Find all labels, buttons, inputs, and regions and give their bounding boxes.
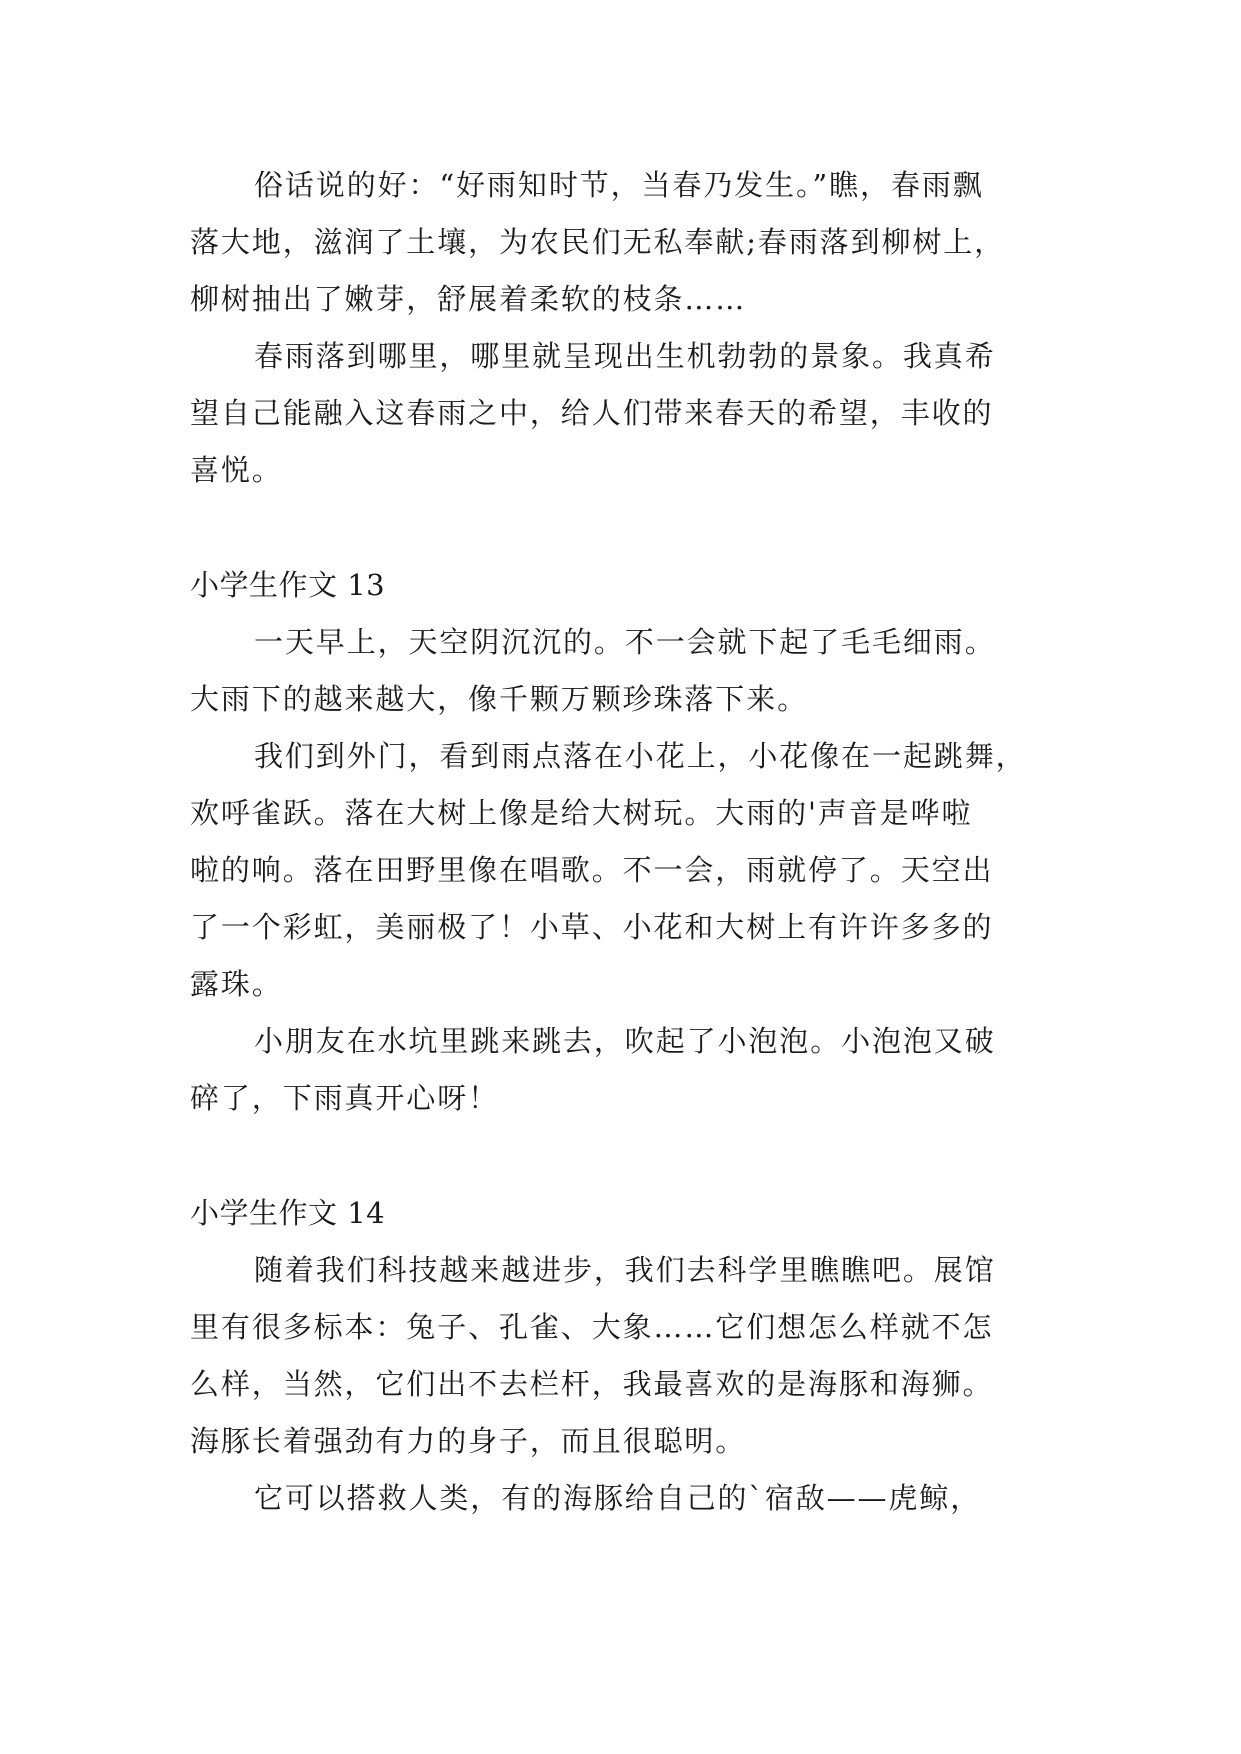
paragraph-line: 俗话说的好：“好雨知时节，当春乃发生。”瞧，春雨飘	[254, 168, 984, 202]
paragraph-line: 望自己能融入这春雨之中，给人们带来春天的希望，丰收的	[190, 396, 994, 430]
paragraph-line: 欢呼雀跃。落在大树上像是给大树玩。大雨的'声音是哗啦	[190, 796, 973, 830]
paragraph-line: 么样，当然，它们出不去栏杆，我最喜欢的是海豚和海狮。	[190, 1367, 994, 1401]
paragraph-line: 海豚长着强劲有力的身子，而且很聪明。	[190, 1424, 747, 1458]
paragraph-line: 春雨落到哪里，哪里就呈现出生机勃勃的景象。我真希	[254, 339, 996, 373]
paragraph-line: 落大地，滋润了土壤，为农民们无私奉献;春雨落到柳树上，	[190, 225, 1006, 259]
paragraph-line: 柳树抽出了嫩芽，舒展着柔软的枝条……	[190, 282, 747, 316]
paragraph-line: 一天早上，天空阴沉沉的。不一会就下起了毛毛细雨。	[254, 625, 996, 659]
paragraph-line: 大雨下的越来越大，像千颗万颗珍珠落下来。	[190, 682, 809, 716]
paragraph-line: 小朋友在水坑里跳来跳去，吹起了小泡泡。小泡泡又破	[254, 1024, 996, 1058]
paragraph-line: 啦的响。落在田野里像在唱歌。不一会，雨就停了。天空出	[190, 853, 994, 887]
section-heading: 小学生作文 14	[190, 1196, 386, 1230]
paragraph-line: 里有很多标本：兔子、孔雀、大象……它们想怎么样就不怎	[190, 1310, 994, 1344]
paragraph-line: 随着我们科技越来越进步，我们去科学里瞧瞧吧。展馆	[254, 1253, 996, 1287]
paragraph-line: 喜悦。	[190, 453, 283, 487]
paragraph-line: 它可以搭救人类，有的海豚给自己的`宿敌——虎鲸，	[254, 1481, 982, 1515]
paragraph-line: 碎了，下雨真开心呀！	[190, 1081, 500, 1115]
paragraph-line: 我们到外门，看到雨点落在小花上，小花像在一起跳舞，	[254, 739, 1027, 773]
section-heading: 小学生作文 13	[190, 568, 386, 602]
paragraph-line: 了一个彩虹，美丽极了！小草、小花和大树上有许许多多的	[190, 910, 994, 944]
paragraph-line: 露珠。	[190, 967, 283, 1001]
